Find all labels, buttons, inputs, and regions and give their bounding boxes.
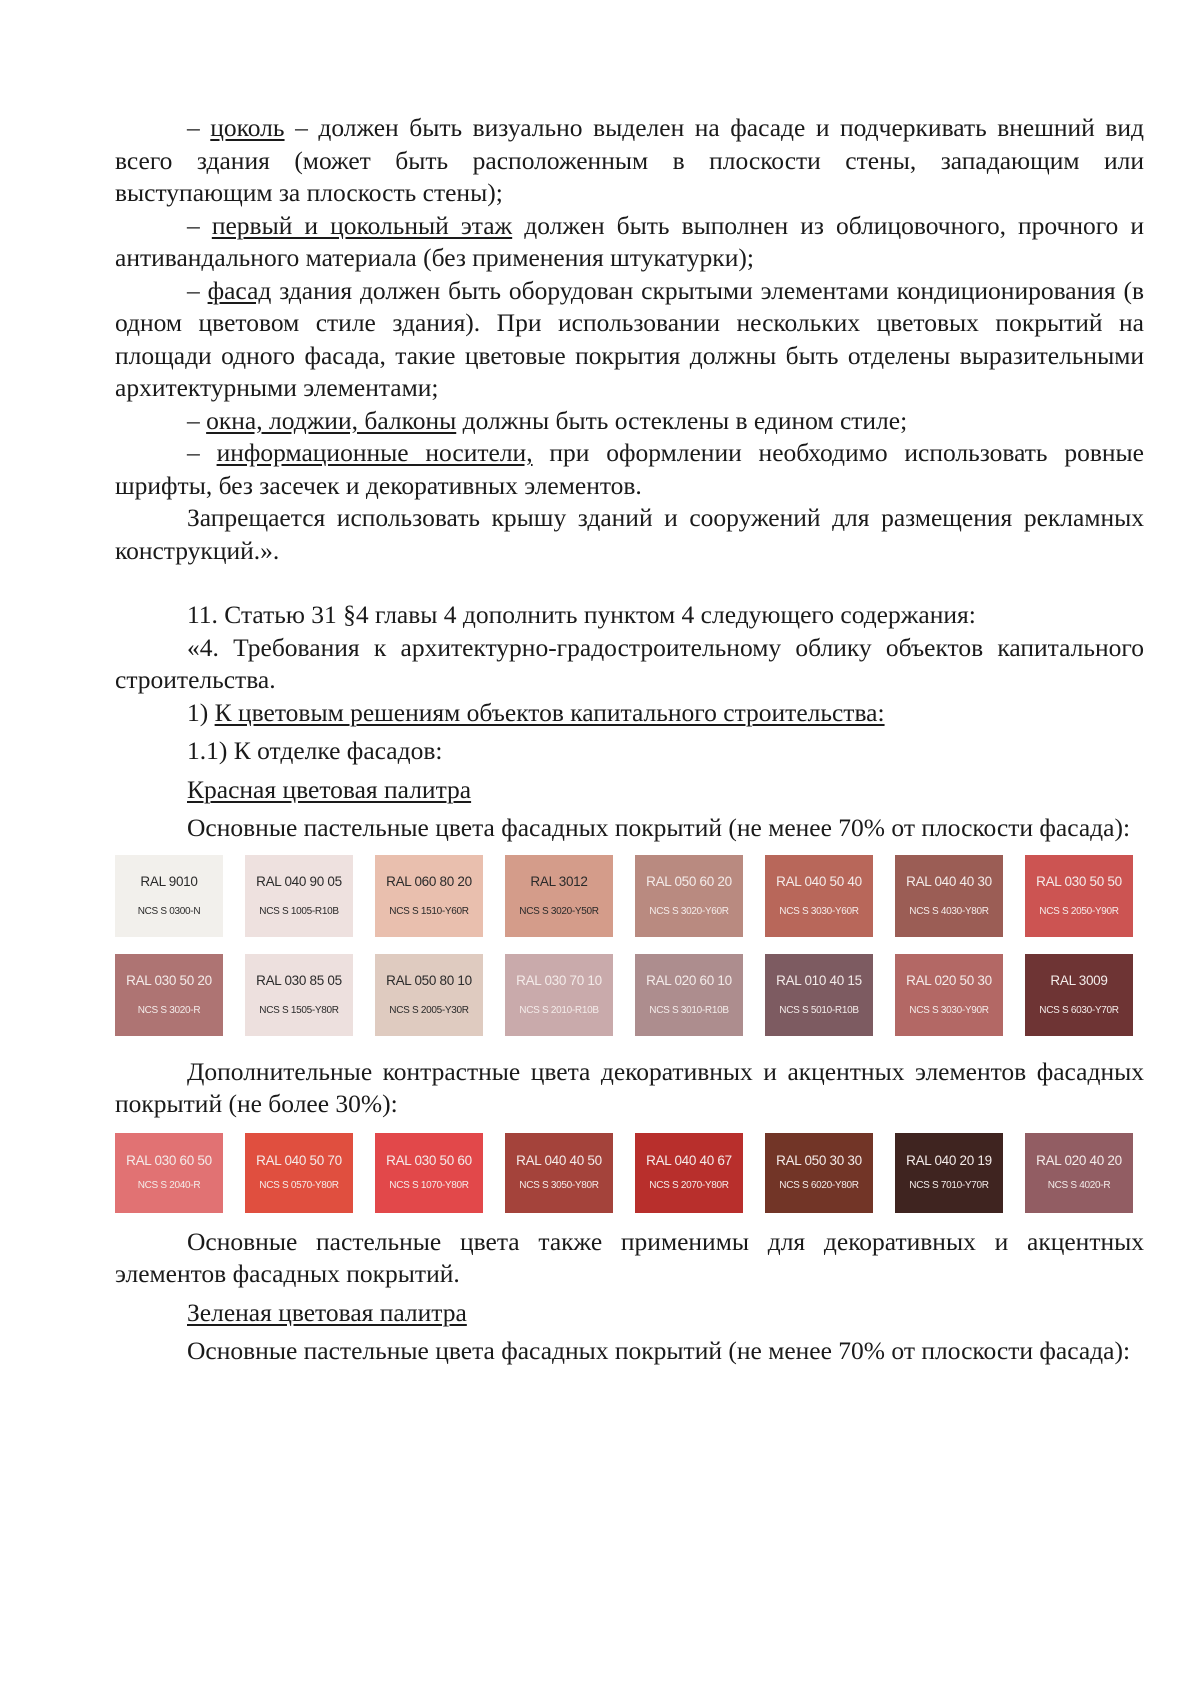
ral-code: RAL 030 50 20 (126, 972, 212, 988)
ral-code: RAL 020 50 30 (906, 972, 992, 988)
ral-code: RAL 040 50 70 (256, 1153, 342, 1168)
paragraph-green-main-colors: Основные пастельные цвета фасадных покрытий (не менее 70% от плоскости фасада): (187, 1336, 1131, 1365)
dash: – (187, 210, 212, 240)
ral-code: RAL 040 40 67 (646, 1153, 732, 1168)
ral-code: RAL 060 80 20 (386, 873, 472, 889)
term-color-solutions: К цветовым решениям объектов капитального строительства: (214, 697, 885, 727)
ncs-code: NCS S 3020-Y60R (649, 905, 729, 917)
palette-main-row-2 (115, 954, 1144, 1036)
red-palette-heading-line (187, 774, 1144, 807)
paragraph-extra-colors: Дополнительные контрастные цвета декоративных и акцентных элементов фасадных покрытий (не более 30%): (115, 1056, 1144, 1118)
ncs-code: NCS S 6030-Y70R (1039, 1004, 1119, 1016)
color-swatch (115, 855, 223, 937)
ral-code: RAL 040 50 40 (776, 873, 862, 889)
paragraph-windows (115, 405, 1144, 438)
paragraph-main-colors: Основные пастельные цвета фасадных покрытий (не менее 70% от плоскости фасада): (187, 813, 1131, 842)
paragraph-article-31: 11. Статью 31 §4 главы 4 дополнить пунктом 4 следующего содержания: (187, 600, 976, 629)
ncs-code: NCS S 1070-Y80R (389, 1180, 469, 1191)
ncs-code: NCS S 4020-R (1047, 1180, 1111, 1191)
ral-code: RAL 040 40 50 (516, 1153, 602, 1168)
ncs-code: NCS S 2070-Y80R (649, 1180, 729, 1191)
palette-main-row-1 (115, 855, 1144, 937)
ral-code: RAL 3012 (530, 873, 588, 889)
ncs-code: NCS S 3050-Y80R (519, 1180, 599, 1191)
ral-code: RAL 040 20 19 (906, 1153, 992, 1168)
red-palette-heading: Красная цветовая палитра (187, 774, 472, 804)
paragraph-main-colors-applicable: Основные пастельные цвета также применимы для декоративных и акцентных элементов фасадных покрытий. (115, 1226, 1144, 1288)
color-swatch (765, 954, 873, 1036)
paragraph-first-floor (115, 210, 1144, 275)
paragraph-requirements: «4. Требования к архитектурно-градостроительному облику объектов капитального строительства. (115, 632, 1144, 694)
green-palette-heading: Зеленая цветовая палитра (187, 1297, 467, 1327)
ral-code: RAL 020 60 10 (646, 972, 732, 988)
ncs-code: NCS S 3020-R (137, 1004, 201, 1016)
paragraph-text: должен быть выполнен из облицовочного, прочного и антивандального материала (без применения штукатурки); (115, 210, 1145, 272)
ncs-code: NCS S 2005-Y30R (389, 1004, 469, 1016)
color-swatch (245, 1133, 353, 1213)
color-swatch (635, 1133, 743, 1213)
ncs-code: NCS S 2040-R (137, 1180, 201, 1191)
ral-code: RAL 040 90 05 (256, 873, 342, 889)
color-swatch (245, 954, 353, 1036)
color-swatch (895, 855, 1003, 937)
paragraph-facade-finish: 1.1) К отделке фасадов: (187, 736, 443, 765)
ncs-code: NCS S 2050-Y90R (1039, 905, 1119, 917)
ncs-code: NCS S 5010-R10B (779, 1004, 859, 1016)
color-swatch (505, 954, 613, 1036)
term-info-carriers: информационные носители, (216, 438, 533, 467)
color-swatch (765, 1133, 873, 1213)
dash: – (187, 275, 208, 305)
ral-code: RAL 3009 (1050, 972, 1108, 988)
ncs-code: NCS S 3020-Y50R (519, 905, 599, 917)
ncs-code: NCS S 7010-Y70R (909, 1180, 989, 1191)
ral-code: RAL 030 60 50 (126, 1153, 212, 1168)
paragraph-roof-ban: Запрещается использовать крышу зданий и сооружений для размещения рекламных конструкций.». (115, 503, 1144, 565)
paragraph-text: – должен быть визуально выделен на фасаде и подчеркивать внешний вид всего здания (может быть расположенным в плоскости стены, западающим или выступающим за плоскость стены); (115, 113, 1144, 207)
color-swatch (505, 1133, 613, 1213)
green-palette-heading-line (187, 1297, 1144, 1330)
ral-code: RAL 050 30 30 (776, 1153, 862, 1168)
ral-code: RAL 050 60 20 (646, 873, 732, 889)
ncs-code: NCS S 3030-Y60R (779, 905, 859, 917)
color-swatch (375, 1133, 483, 1213)
term-plinth: цоколь (210, 113, 285, 142)
ral-code: RAL 9010 (140, 873, 198, 889)
palette-extra-row (115, 1133, 1144, 1213)
ral-code: RAL 030 50 50 (1036, 873, 1122, 889)
term-first-floor: первый и цокольный этаж (211, 210, 513, 240)
ral-code: RAL 030 85 05 (256, 972, 342, 988)
dash: – (187, 438, 217, 467)
item-number: 1) (187, 697, 215, 727)
ncs-code: NCS S 3010-R10B (649, 1004, 729, 1016)
ral-code: RAL 020 40 20 (1036, 1153, 1122, 1168)
ncs-code: NCS S 2010-R10B (519, 1004, 599, 1016)
color-swatch (505, 855, 613, 937)
color-swatch (375, 954, 483, 1036)
paragraph-color-solutions (115, 697, 1144, 730)
color-swatch (115, 1133, 223, 1213)
term-windows: окна, лоджии, балконы (206, 405, 457, 435)
color-swatch (635, 954, 743, 1036)
color-swatch (375, 855, 483, 937)
paragraph-text: должны быть остеклены в едином стиле; (456, 405, 908, 435)
ncs-code: NCS S 6020-Y80R (779, 1180, 859, 1191)
ral-code: RAL 010 40 15 (776, 972, 862, 988)
color-swatch (635, 855, 743, 937)
ncs-code: NCS S 1505-Y80R (259, 1004, 339, 1016)
paragraph-plinth (115, 112, 1144, 210)
ral-code: RAL 030 50 60 (386, 1153, 472, 1168)
color-swatch (1025, 1133, 1133, 1213)
color-swatch (895, 1133, 1003, 1213)
paragraph-text: здания должен быть оборудован скрытыми элементами кондиционирования (в одном цветовом стиле здания). При использовании нескольких цветовых покрытий на площади одного фасада, такие цветовые покрытия должны быть отделены выразительными архитектурными элементами; (115, 275, 1145, 402)
ral-code: RAL 040 40 30 (906, 873, 992, 889)
color-swatch (245, 855, 353, 937)
ncs-code: NCS S 0570-Y80R (259, 1180, 339, 1191)
ncs-code: NCS S 1510-Y60R (389, 905, 469, 917)
color-swatch (765, 855, 873, 937)
term-facade: фасад (207, 275, 272, 305)
ral-code: RAL 030 70 10 (516, 972, 602, 988)
dash: – (187, 405, 207, 435)
ncs-code: NCS S 1005-R10B (259, 905, 339, 917)
paragraph-facade (115, 275, 1144, 405)
ncs-code: NCS S 3030-Y90R (909, 1004, 989, 1016)
color-swatch (895, 954, 1003, 1036)
dash: – (187, 113, 211, 142)
paragraph-text: при оформлении необходимо использовать ровные шрифты, без засечек и декоративных элементов. (115, 438, 1145, 500)
paragraph-info-carriers (115, 437, 1144, 502)
color-swatch (1025, 954, 1133, 1036)
color-swatch (115, 954, 223, 1036)
document-page (115, 112, 1144, 1368)
color-swatch (1025, 855, 1133, 937)
ncs-code: NCS S 4030-Y80R (909, 905, 989, 917)
ral-code: RAL 050 80 10 (386, 972, 472, 988)
ncs-code: NCS S 0300-N (137, 905, 201, 917)
